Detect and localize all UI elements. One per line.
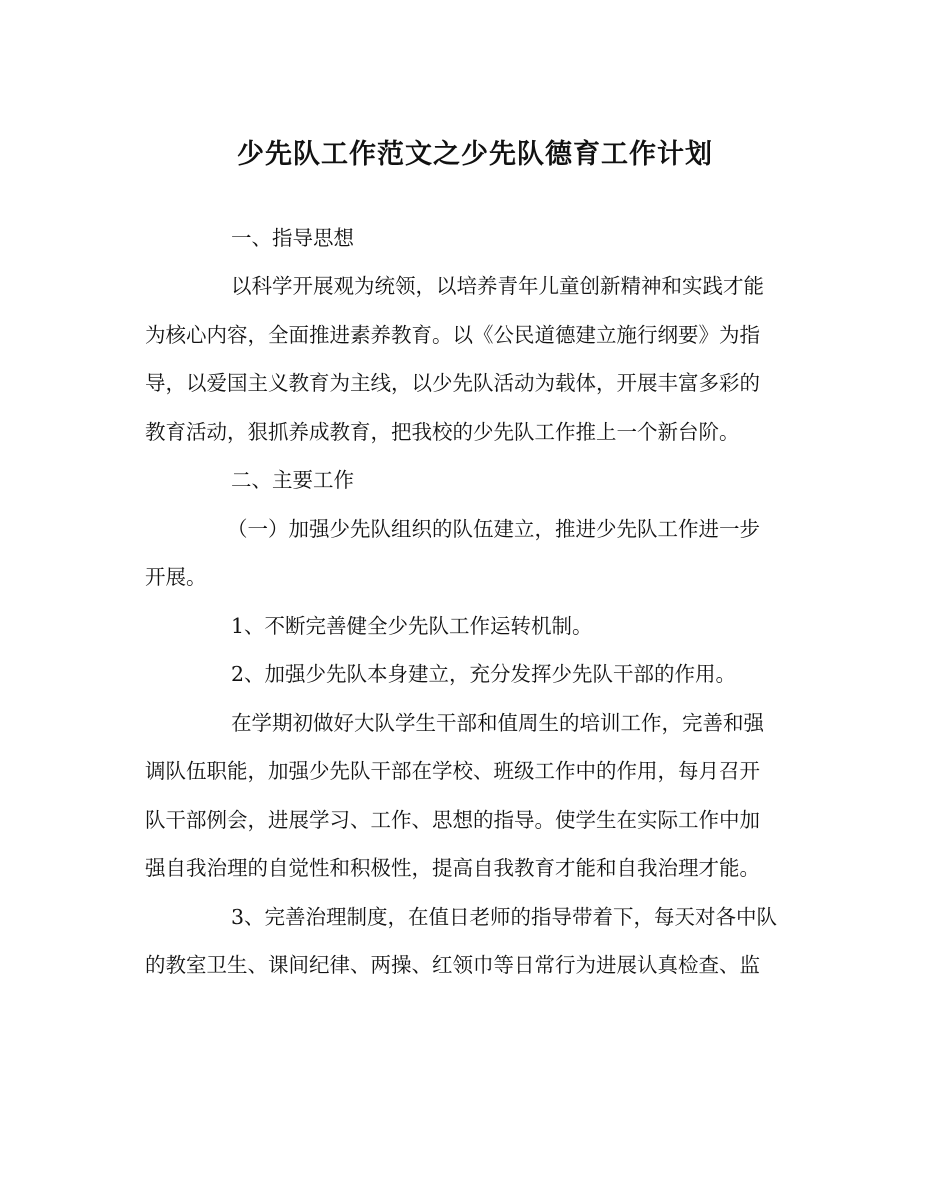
paragraph-line: 以科学开展观为统领，以培养青年儿童创新精神和实践才能 bbox=[231, 274, 764, 298]
subheading-line: 开展。 bbox=[145, 565, 207, 589]
paragraph-line: 的教室卫生、课间纪律、两操、红领巾等日常行为进展认真检查、监 bbox=[145, 953, 760, 977]
paragraph-line: 调队伍职能，加强少先队干部在学校、班级工作中的作用，每月召开 bbox=[145, 759, 760, 783]
document-title: 少先队工作范文之少先队德育工作计划 bbox=[237, 139, 713, 170]
heading-main-work: 二、主要工作 bbox=[231, 468, 354, 492]
list-item: 1、不断完善健全少先队工作运转机制。 bbox=[231, 614, 593, 638]
subheading-line: （一）加强少先队组织的队伍建立，推进少先队工作进一步 bbox=[227, 517, 760, 541]
paragraph-line: 强自我治理的自觉性和积极性，提高自我教育才能和自我治理才能。 bbox=[145, 856, 760, 880]
paragraph-line: 队干部例会，进展学习、工作、思想的指导。使学生在实际工作中加 bbox=[145, 808, 760, 832]
heading-guiding-thought: 一、指导思想 bbox=[231, 226, 354, 250]
paragraph-line: 导，以爱国主义教育为主线，以少先队活动为载体，开展丰富多彩的 bbox=[145, 371, 760, 395]
list-item: 2、加强少先队本身建立，充分发挥少先队干部的作用。 bbox=[231, 662, 737, 686]
paragraph-line: 教育活动，狠抓养成教育，把我校的少先队工作推上一个新台阶。 bbox=[145, 420, 740, 444]
list-item: 3、完善治理制度，在值日老师的指导带着下，每天对各中队 bbox=[231, 905, 778, 929]
paragraph-line: 在学期初做好大队学生干部和值周生的培训工作，完善和强 bbox=[231, 711, 764, 735]
paragraph-line: 为核心内容，全面推进素养教育。以《公民道德建立施行纲要》为指 bbox=[145, 323, 760, 347]
